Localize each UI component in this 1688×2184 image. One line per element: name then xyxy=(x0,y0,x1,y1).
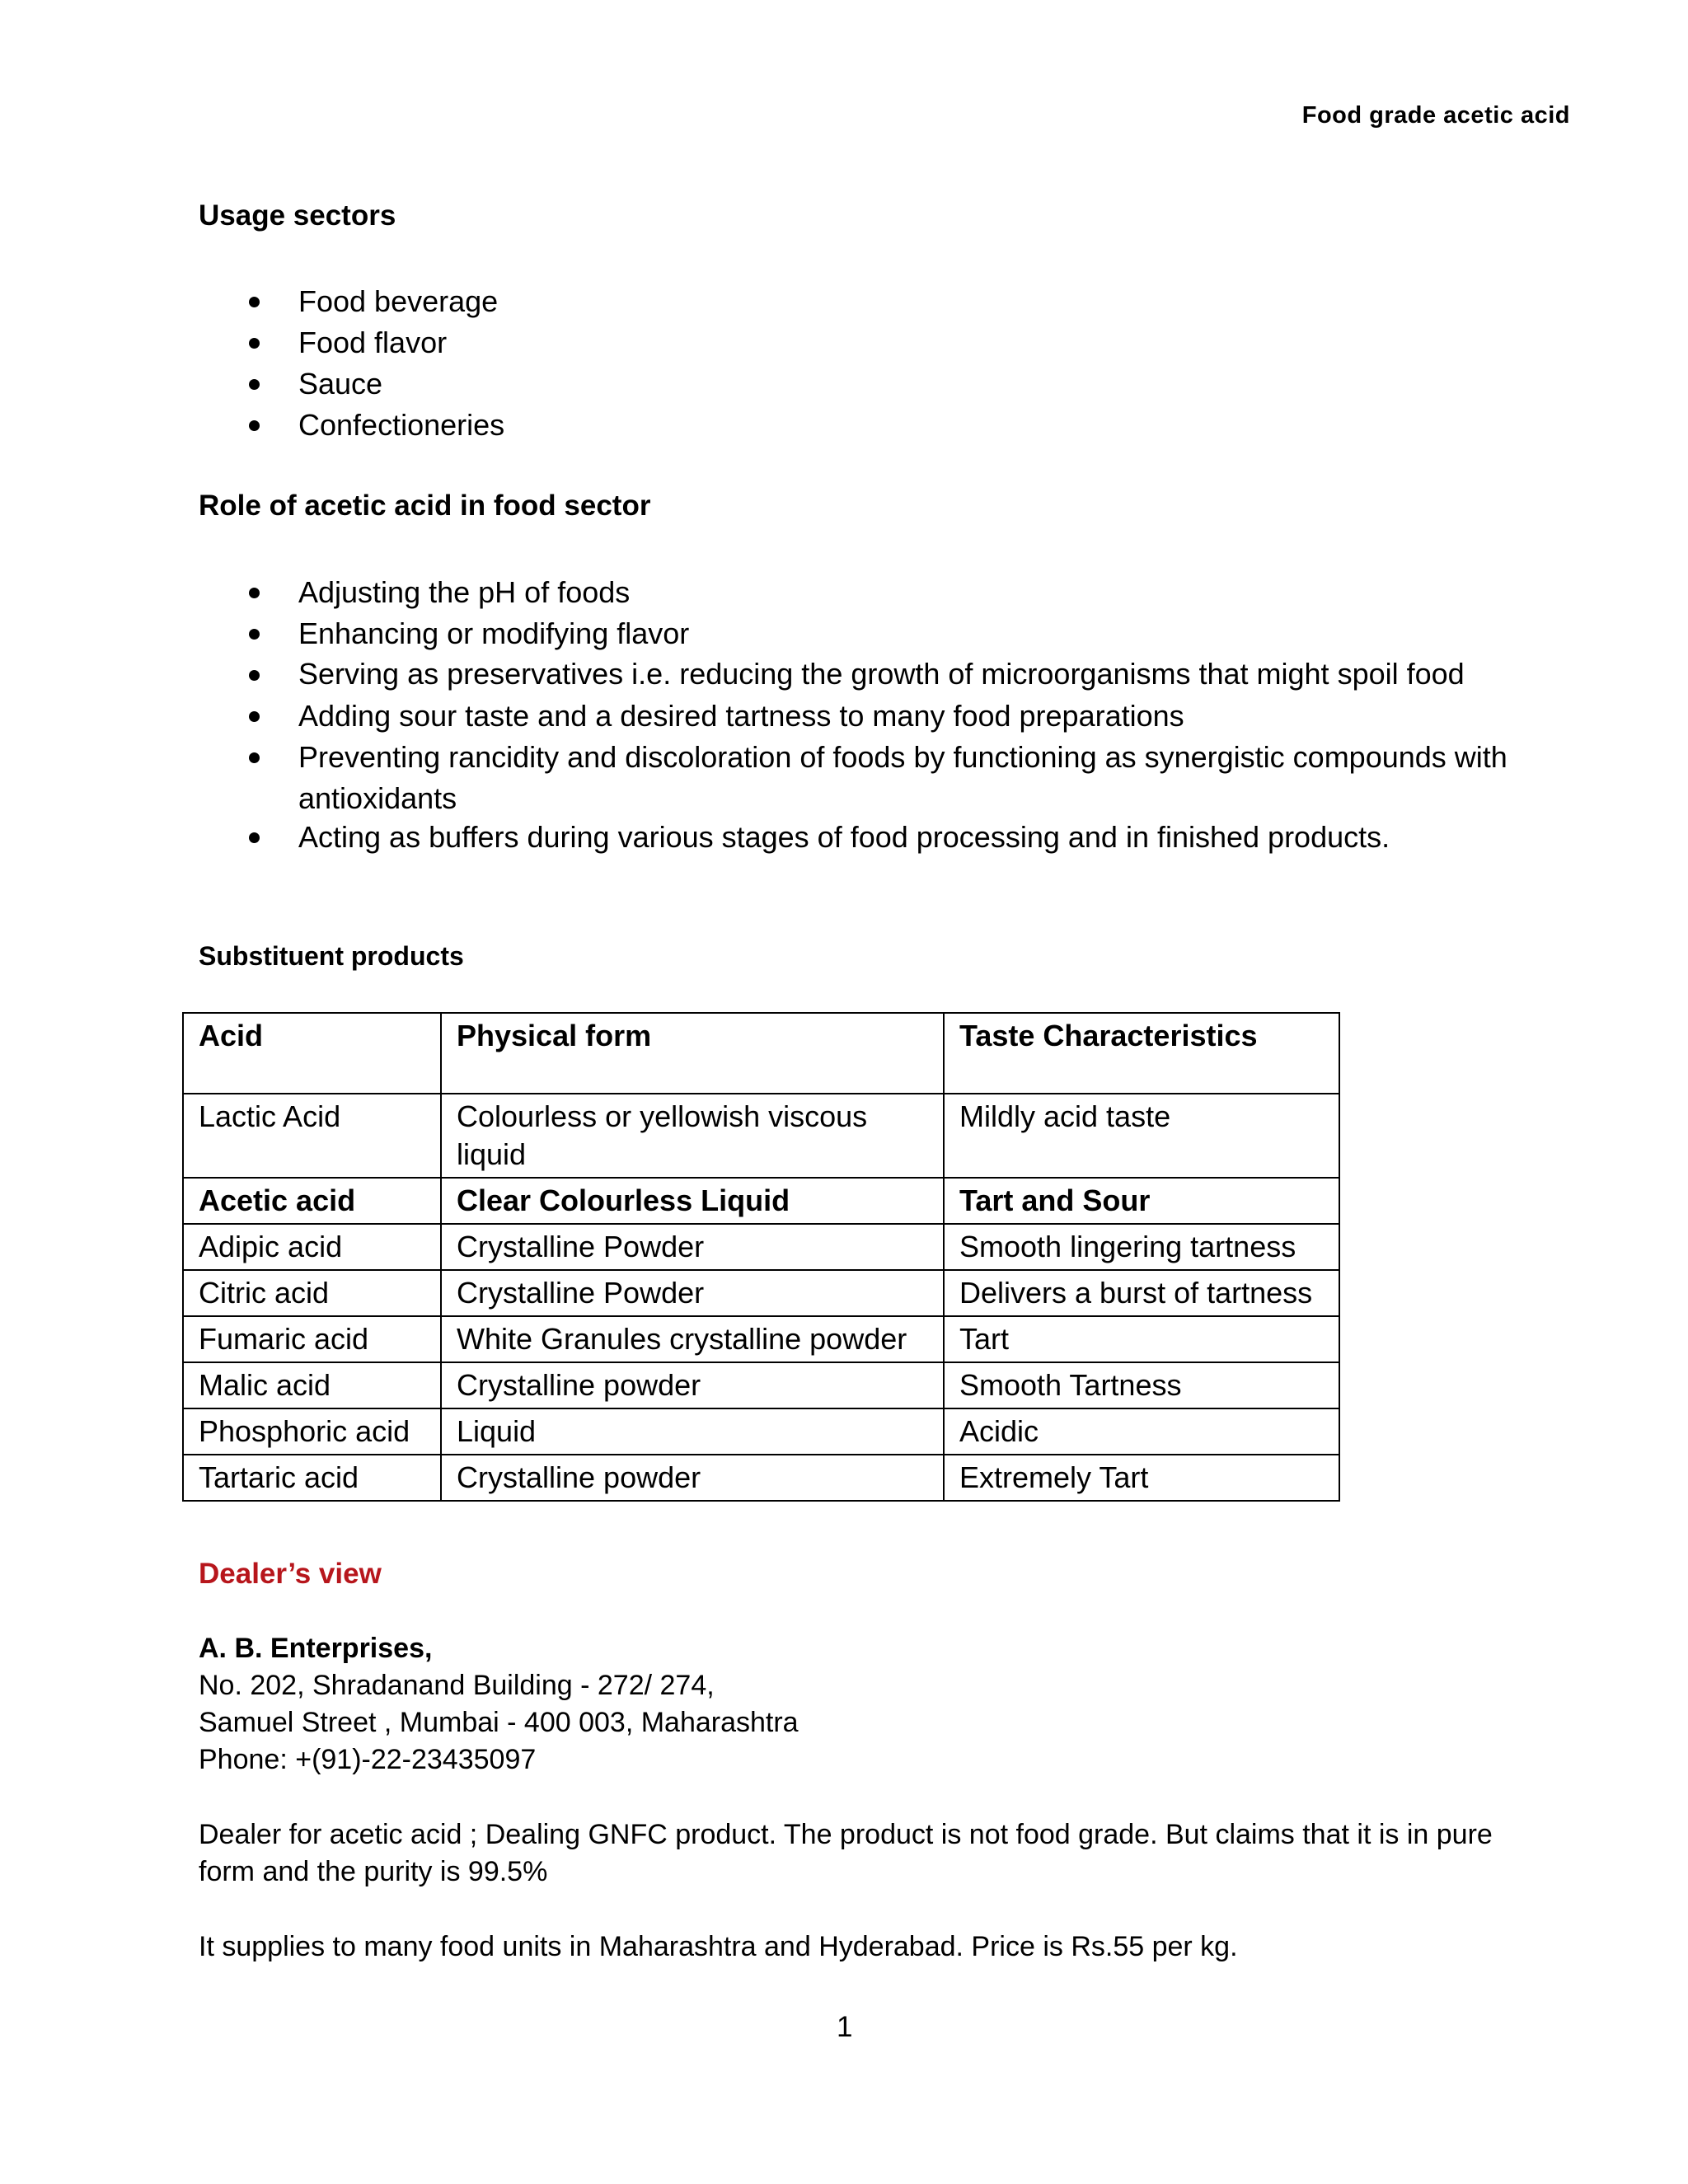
table-cell: Phosphoric acid xyxy=(183,1408,441,1455)
page-number: 1 xyxy=(837,2011,853,2043)
bullet-icon xyxy=(249,832,260,843)
bullet-icon xyxy=(249,588,260,598)
table-cell: Citric acid xyxy=(183,1270,441,1316)
table-cell: Tartaric acid xyxy=(183,1455,441,1501)
list-item: Food beverage xyxy=(199,281,1484,322)
list-item: Food flavor xyxy=(199,322,1484,363)
table-cell: Crystalline powder xyxy=(441,1362,944,1408)
table-cell: Crystalline Powder xyxy=(441,1224,944,1270)
bullet-icon xyxy=(249,297,260,307)
table-cell: Colourless or yellowish viscous liquid xyxy=(441,1094,944,1178)
bullet-icon xyxy=(249,670,260,681)
column-header-taste: Taste Characteristics xyxy=(944,1013,1339,1094)
substituent-table xyxy=(182,1012,1340,1502)
table-cell: Clear Colourless Liquid xyxy=(441,1178,944,1224)
usage-sectors-list xyxy=(199,281,1484,446)
table-cell: Crystalline powder xyxy=(441,1455,944,1501)
table-cell: Crystalline Powder xyxy=(441,1270,944,1316)
column-header-acid: Acid xyxy=(183,1013,441,1094)
dealer-phone: Phone: +(91)-22-23435097 xyxy=(199,1744,537,1775)
list-item: Enhancing or modifying flavor xyxy=(199,613,1534,654)
table-cell: Mildly acid taste xyxy=(944,1094,1339,1178)
table-row xyxy=(183,1178,1339,1224)
table-cell: Tart xyxy=(944,1316,1339,1362)
table-cell: Smooth lingering tartness xyxy=(944,1224,1339,1270)
table-header-row xyxy=(183,1013,1339,1094)
running-header: Food grade acetic acid xyxy=(1301,102,1570,129)
table-cell: Adipic acid xyxy=(183,1224,441,1270)
role-list xyxy=(199,572,1534,858)
list-item: Adding sour taste and a desired tartness to many food preparations xyxy=(199,696,1534,737)
role-heading: Role of acetic acid in food sector xyxy=(199,490,651,522)
table-cell: Tart and Sour xyxy=(944,1178,1339,1224)
table-row xyxy=(183,1408,1339,1455)
table-cell: Fumaric acid xyxy=(183,1316,441,1362)
table-cell: Liquid xyxy=(441,1408,944,1455)
list-item: Sauce xyxy=(199,363,1484,405)
bullet-icon xyxy=(249,379,260,390)
column-header-physical-form: Physical form xyxy=(441,1013,944,1094)
table-cell: White Granules crystalline powder xyxy=(441,1316,944,1362)
substituent-heading: Substituent products xyxy=(199,941,464,971)
table-cell: Smooth Tartness xyxy=(944,1362,1339,1408)
dealer-paragraph-2: It supplies to many food units in Maharashtra and Hyderabad. Price is Rs.55 per kg. xyxy=(199,1931,1238,1962)
bullet-icon xyxy=(249,420,260,431)
dealer-address-block xyxy=(199,1630,799,1779)
list-item: Preventing rancidity and discoloration of foods by functioning as synergistic compounds with antioxidants xyxy=(199,737,1534,819)
list-item: Acting as buffers during various stages of food processing and in finished products. xyxy=(199,817,1534,858)
table-row xyxy=(183,1094,1339,1178)
table-row xyxy=(183,1455,1339,1501)
table-cell: Extremely Tart xyxy=(944,1455,1339,1501)
table-cell: Malic acid xyxy=(183,1362,441,1408)
bullet-icon xyxy=(249,752,260,763)
bullet-icon xyxy=(249,711,260,722)
dealer-address-line-1: No. 202, Shradanand Building - 272/ 274, xyxy=(199,1670,715,1701)
dealer-address-line-2: Samuel Street , Mumbai - 400 003, Maharashtra xyxy=(199,1707,799,1738)
dealer-paragraph-1: Dealer for acetic acid ; Dealing GNFC product. The product is not food grade. But claims that it is in pure form and the purity is 99.5% xyxy=(199,1819,1493,1887)
dealer-view-heading: Dealer’s view xyxy=(199,1558,382,1590)
table-row xyxy=(183,1316,1339,1362)
table-row xyxy=(183,1224,1339,1270)
table-row xyxy=(183,1362,1339,1408)
list-item: Confectioneries xyxy=(199,405,1484,446)
table-cell: Lactic Acid xyxy=(183,1094,441,1178)
bullet-icon xyxy=(249,338,260,349)
table-cell: Acetic acid xyxy=(183,1178,441,1224)
table-cell: Delivers a burst of tartness xyxy=(944,1270,1339,1316)
list-item: Adjusting the pH of foods xyxy=(199,572,1534,613)
table-row xyxy=(183,1270,1339,1316)
bullet-icon xyxy=(249,629,260,640)
table-cell: Acidic xyxy=(944,1408,1339,1455)
dealer-name: A. B. Enterprises, xyxy=(199,1633,433,1664)
list-item: Serving as preservatives i.e. reducing the growth of microorganisms that might spoil food xyxy=(199,654,1534,694)
usage-sectors-heading: Usage sectors xyxy=(199,199,396,232)
